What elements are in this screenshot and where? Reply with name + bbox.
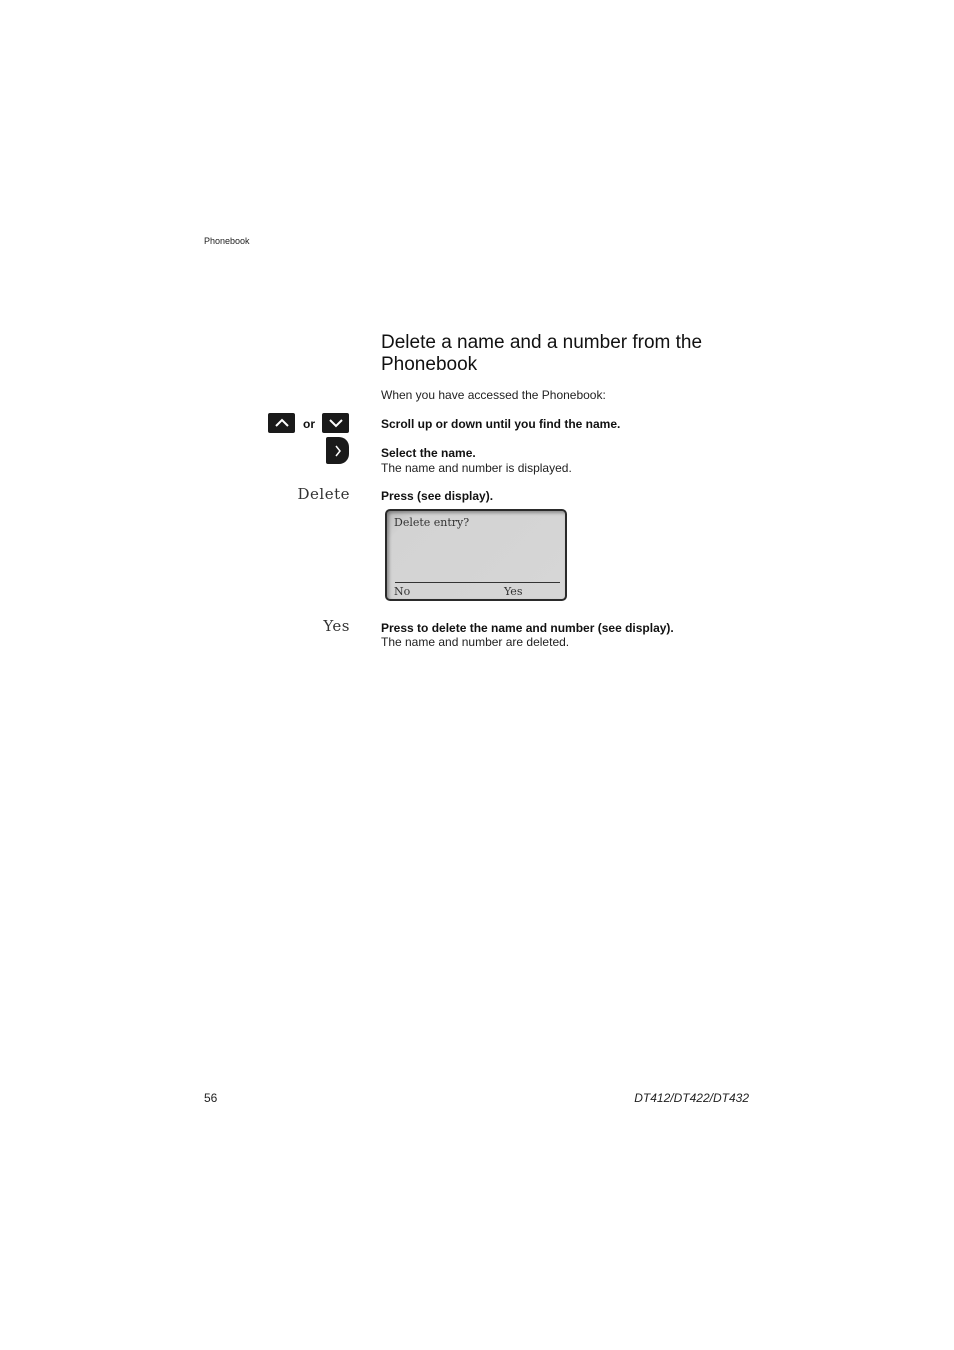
softkey-delete-label: Delete [297, 485, 350, 503]
step-select-instruction: Select the name. [381, 446, 476, 460]
or-connector: or [303, 417, 315, 431]
display-softkey-yes: Yes [504, 585, 523, 598]
display-prompt: Delete entry? [394, 516, 470, 529]
page-number: 56 [204, 1091, 218, 1105]
step-confirm-result: The name and number are deleted. [381, 635, 570, 649]
phone-display [385, 509, 567, 601]
down-arrow-key-icon [322, 413, 349, 433]
display-softkey-no: No [394, 585, 411, 598]
page-title: Delete a name and a number from the Phonebook [381, 332, 703, 375]
step-delete-instruction: Press (see display). [381, 489, 494, 503]
step-select-result: The name and number is displayed. [381, 461, 572, 475]
right-arrow-key-icon [326, 437, 349, 464]
step-scroll-instruction: Scroll up or down until you find the name. [381, 417, 621, 431]
softkey-yes-label: Yes [323, 617, 350, 635]
step-confirm-instruction: Press to delete the name and number (see display). [381, 621, 674, 635]
up-arrow-key-icon [268, 413, 295, 433]
display-divider [395, 582, 560, 583]
model-number: DT412/DT422/DT432 [634, 1091, 749, 1105]
section-label: Phonebook [204, 236, 250, 246]
intro-text: When you have accessed the Phonebook: [381, 388, 606, 402]
